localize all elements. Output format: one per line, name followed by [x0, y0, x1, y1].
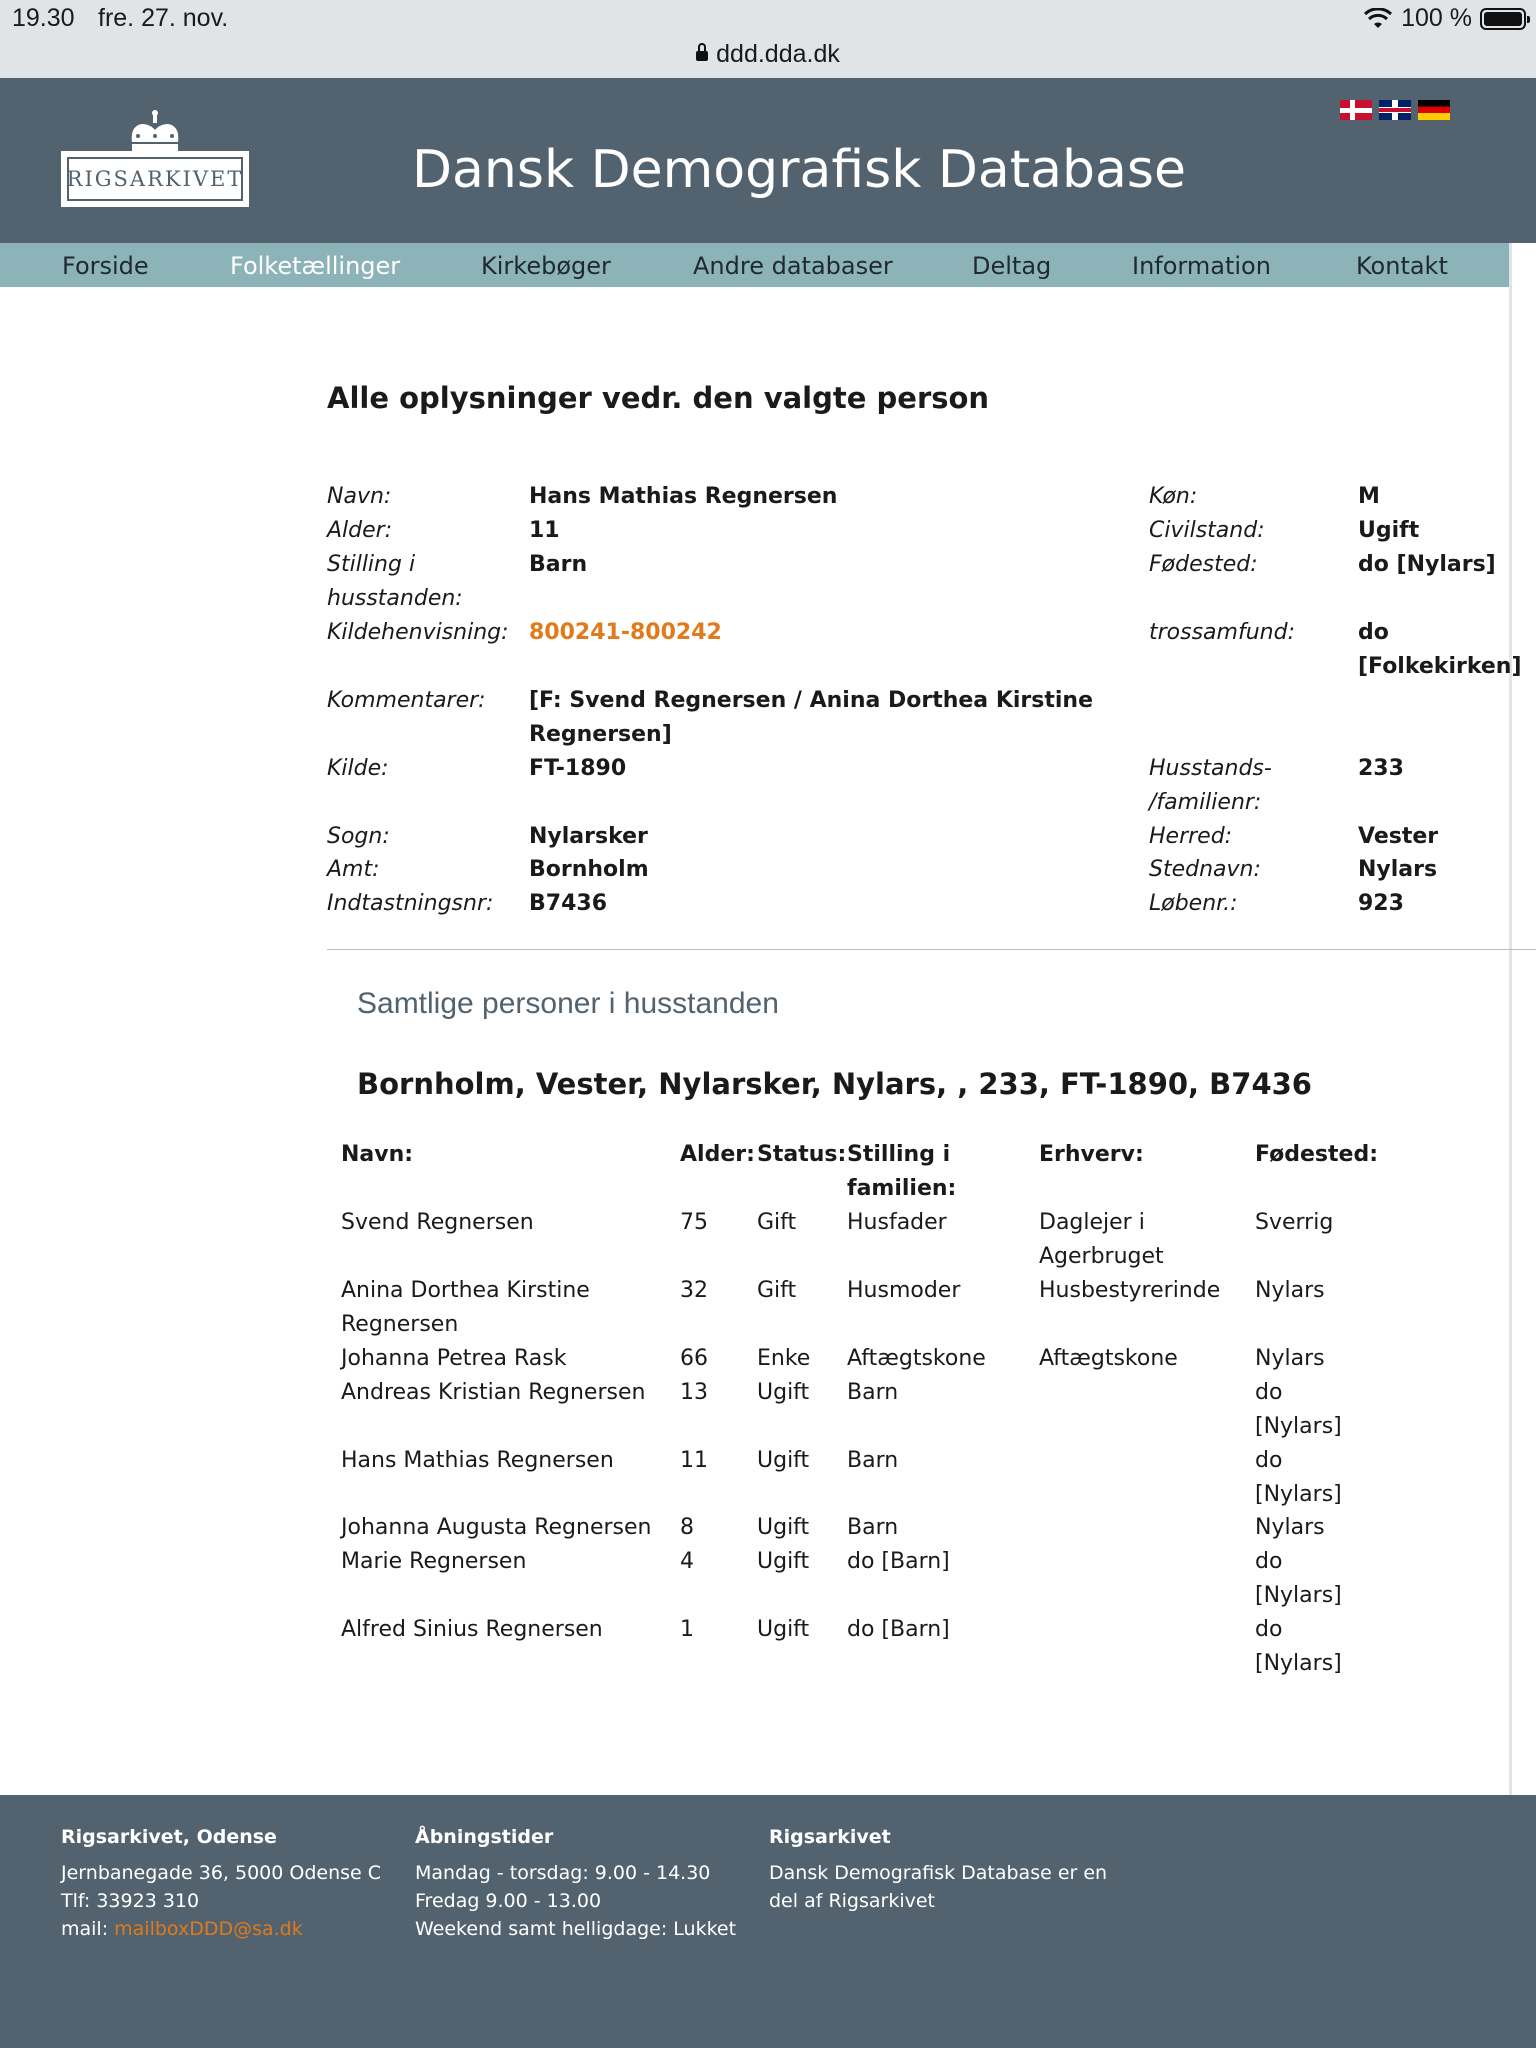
wifi-icon: [1363, 8, 1393, 30]
label-sogn: Sogn:: [327, 824, 390, 849]
page-title: Alle oplysninger vedr. den valgte person: [327, 381, 990, 415]
value-amt: Bornholm: [529, 857, 649, 882]
cell-alder: 32: [680, 1278, 708, 1303]
label-kilde: Kilde:: [327, 756, 389, 781]
cell-status: Ugift: [757, 1380, 810, 1405]
label-foedested: Fødested:: [1149, 552, 1258, 577]
cell-foedested2: [Nylars]: [1255, 1482, 1342, 1507]
value-stednavn: Nylars: [1358, 857, 1438, 882]
value-navn: Hans Mathias Regnersen: [529, 484, 838, 509]
label-husstand-1: Husstands-: [1149, 756, 1272, 781]
status-time: 19.30: [12, 4, 75, 32]
cell-foedested: Nylars: [1255, 1278, 1325, 1303]
status-bar: [0, 0, 1536, 78]
cell-erhverv: Aftægtskone: [1039, 1346, 1178, 1371]
address-bar[interactable]: [0, 40, 1536, 69]
household-title: Bornholm, Vester, Nylarsker, Nylars, , 233, FT-1890, B7436: [357, 1067, 1312, 1101]
value-loebenr: 923: [1358, 891, 1404, 916]
label-trossamfund: trossamfund:: [1149, 620, 1295, 645]
footer-col1-title: Rigsarkivet, Odense: [61, 1826, 277, 1848]
rigsarkivet-logo[interactable]: [61, 151, 249, 207]
cell-foedested: Nylars: [1255, 1346, 1325, 1371]
cell-foedested2: [Nylars]: [1255, 1414, 1342, 1439]
label-husstand-2: /familienr:: [1149, 790, 1262, 815]
footer-mail-line: [61, 1915, 303, 1943]
col-header-status: Status:: [757, 1142, 847, 1167]
label-alder: Alder:: [327, 518, 393, 543]
value-kilde: FT-1890: [529, 756, 627, 781]
col-header-stilling-2: familien:: [847, 1176, 957, 1201]
value-trossamfund-2: [Folkekirken]: [1358, 654, 1522, 679]
nav-information[interactable]: Information: [1132, 252, 1271, 280]
household-subheading: Samtlige personer i husstanden: [357, 987, 779, 1020]
footer-col3-title: Rigsarkivet: [769, 1826, 891, 1848]
cell-stilling: Aftægtskone: [847, 1346, 986, 1371]
language-flags: [1340, 100, 1450, 120]
cell-stilling: do [Barn]: [847, 1549, 950, 1574]
cell-status: Ugift: [757, 1549, 810, 1574]
cell-erhverv: Husbestyrerinde: [1039, 1278, 1221, 1303]
value-koen: M: [1358, 484, 1380, 509]
cell-navn2: Regnersen: [341, 1312, 459, 1337]
cell-alder: 1: [680, 1617, 694, 1642]
label-kildehenvisning: Kildehenvisning:: [327, 620, 509, 645]
footer-mail-prefix: mail:: [61, 1918, 115, 1940]
value-stilling: Barn: [529, 552, 588, 577]
cell-erhverv2: Agerbruget: [1039, 1244, 1164, 1269]
cell-navn: Johanna Petrea Rask: [341, 1346, 567, 1371]
cell-stilling: Barn: [847, 1448, 899, 1473]
content-edge: [1509, 243, 1512, 1795]
site-title: Dansk Demografisk Database: [412, 140, 1186, 200]
label-koen: Køn:: [1149, 484, 1198, 509]
cell-status: Enke: [757, 1346, 811, 1371]
cell-stilling: do [Barn]: [847, 1617, 950, 1642]
cell-status: Ugift: [757, 1617, 810, 1642]
site-footer: [0, 1795, 1536, 2048]
label-herred: Herred:: [1149, 824, 1233, 849]
cell-navn: Marie Regnersen: [341, 1549, 527, 1574]
nav-deltag[interactable]: Deltag: [972, 252, 1052, 280]
uk-flag-icon[interactable]: [1379, 100, 1411, 120]
cell-status: Ugift: [757, 1448, 810, 1473]
footer-address: Jernbanegade 36, 5000 Odense C: [61, 1862, 382, 1884]
cell-navn: Alfred Sinius Regnersen: [341, 1617, 603, 1642]
nav-forside[interactable]: Forside: [62, 252, 149, 280]
label-indtastningsnr: Indtastningsnr:: [327, 891, 494, 916]
value-foedested: do [Nylars]: [1358, 552, 1496, 577]
col-header-foedested: Fødested:: [1255, 1142, 1378, 1167]
footer-about-2: del af Rigsarkivet: [769, 1890, 935, 1912]
value-kommentarer-1: [F: Svend Regnersen / Anina Dorthea Kirstine: [529, 688, 1093, 713]
cell-stilling: Barn: [847, 1380, 899, 1405]
label-amt: Amt:: [327, 857, 380, 882]
label-kommentarer: Kommentarer:: [327, 688, 486, 713]
cell-alder: 8: [680, 1515, 694, 1540]
cell-stilling: Husfader: [847, 1210, 947, 1235]
cell-stilling: Husmoder: [847, 1278, 961, 1303]
nav-folketaellinger[interactable]: Folketællinger: [230, 252, 401, 280]
footer-hours-3: Weekend samt helligdage: Lukket: [415, 1918, 737, 1940]
cell-foedested: Nylars: [1255, 1515, 1325, 1540]
footer-hours-1: Mandag - torsdag: 9.00 - 14.30: [415, 1862, 711, 1884]
cell-alder: 13: [680, 1380, 708, 1405]
footer-hours-2: Fredag 9.00 - 13.00: [415, 1890, 602, 1912]
cell-navn: Andreas Kristian Regnersen: [341, 1380, 646, 1405]
footer-phone: Tlf: 33923 310: [61, 1890, 200, 1912]
nav-kontakt[interactable]: Kontakt: [1356, 252, 1448, 280]
status-right: [1363, 4, 1526, 33]
label-civilstand: Civilstand:: [1149, 518, 1265, 543]
cell-foedested2: [Nylars]: [1255, 1651, 1342, 1676]
value-indtastningsnr: B7436: [529, 891, 607, 916]
value-alder: 11: [529, 518, 560, 543]
cell-navn: Anina Dorthea Kirstine: [341, 1278, 590, 1303]
cell-stilling: Barn: [847, 1515, 899, 1540]
footer-col2-title: Åbningstider: [415, 1826, 554, 1848]
cell-navn: Svend Regnersen: [341, 1210, 534, 1235]
nav-kirkeboeger[interactable]: Kirkebøger: [481, 252, 611, 280]
cell-navn: Hans Mathias Regnersen: [341, 1448, 614, 1473]
section-divider: [327, 949, 1536, 950]
value-sogn: Nylarsker: [529, 824, 648, 849]
logo-text: RIGSARKIVET: [67, 157, 243, 201]
col-header-alder: Alder:: [680, 1142, 755, 1167]
label-navn: Navn:: [327, 484, 392, 509]
label-stilling-2: husstanden:: [327, 586, 463, 611]
cell-navn: Johanna Augusta Regnersen: [341, 1515, 652, 1540]
cell-foedested: do: [1255, 1380, 1283, 1405]
cell-foedested: Sverrig: [1255, 1210, 1334, 1235]
footer-about-1: Dansk Demografisk Database er en: [769, 1862, 1108, 1884]
battery-icon: [1480, 8, 1526, 30]
german-flag-icon[interactable]: [1418, 100, 1450, 120]
value-trossamfund-1: do: [1358, 620, 1389, 645]
label-stilling-1: Stilling i: [327, 552, 416, 577]
lock-icon: [696, 51, 708, 61]
url-text: ddd.dda.dk: [716, 40, 840, 68]
value-herred: Vester: [1358, 824, 1439, 849]
cell-foedested: do: [1255, 1617, 1283, 1642]
cell-status: Gift: [757, 1210, 797, 1235]
value-civilstand: Ugift: [1358, 518, 1420, 543]
label-stednavn: Stednavn:: [1149, 857, 1261, 882]
cell-alder: 11: [680, 1448, 708, 1473]
col-header-erhverv: Erhverv:: [1039, 1142, 1144, 1167]
col-header-stilling-1: Stilling i: [847, 1142, 951, 1167]
cell-status: Gift: [757, 1278, 797, 1303]
cell-alder: 66: [680, 1346, 708, 1371]
value-kommentarer-2: Regnersen]: [529, 722, 672, 747]
nav-andre-databaser[interactable]: Andre databaser: [693, 252, 893, 280]
site-header: [0, 78, 1536, 243]
cell-status: Ugift: [757, 1515, 810, 1540]
kildehenvisning-link[interactable]: 800241-800242: [529, 620, 722, 645]
cell-erhverv: Daglejer i: [1039, 1210, 1145, 1235]
col-header-navn: Navn:: [341, 1142, 414, 1167]
label-loebenr: Løbenr.:: [1149, 891, 1238, 916]
value-husstand: 233: [1358, 756, 1404, 781]
cell-foedested: do: [1255, 1448, 1283, 1473]
main-nav: [0, 243, 1509, 287]
cell-foedested: do: [1255, 1549, 1283, 1574]
danish-flag-icon[interactable]: [1340, 100, 1372, 120]
cell-alder: 75: [680, 1210, 708, 1235]
cell-foedested2: [Nylars]: [1255, 1583, 1342, 1608]
footer-mail-link[interactable]: mailboxDDD@sa.dk: [114, 1918, 303, 1940]
status-date: fre. 27. nov.: [98, 4, 229, 32]
cell-alder: 4: [680, 1549, 694, 1574]
battery-percent: 100 %: [1401, 4, 1472, 32]
